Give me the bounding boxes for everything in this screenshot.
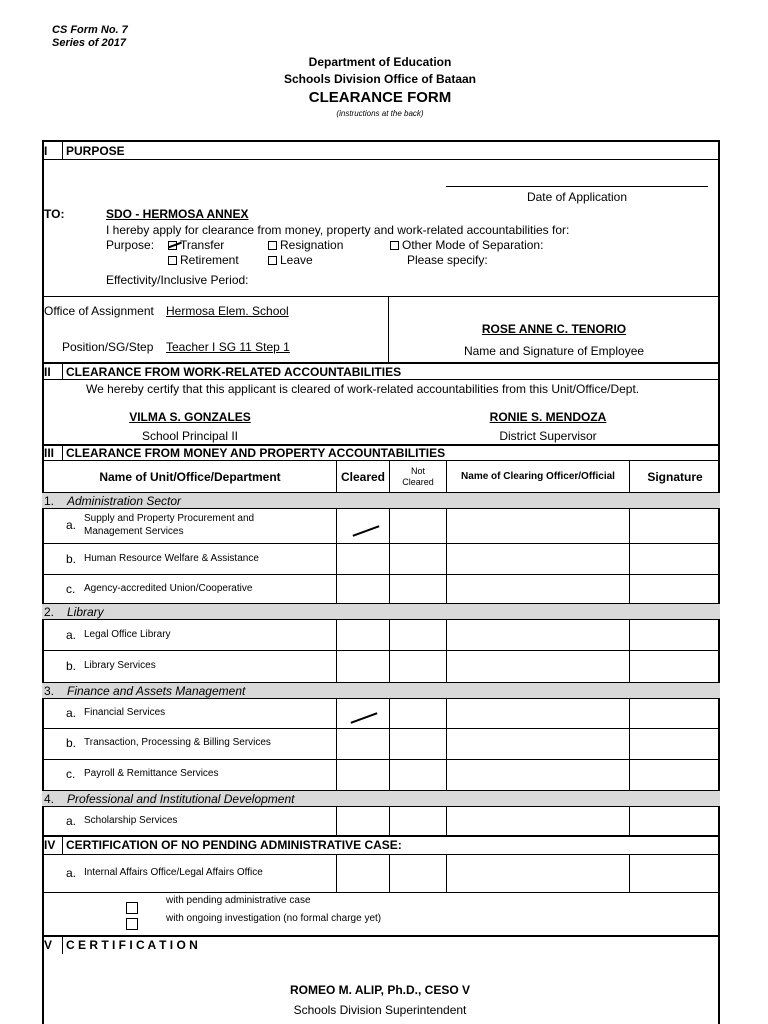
group-3-name: Finance and Assets Management [67,684,246,698]
col-header-signature: Signature [647,470,703,484]
option-leave[interactable] [268,253,313,267]
col-divider [389,508,390,603]
col-divider [389,619,390,682]
group-2-name: Library [67,605,104,619]
section-5-number: V [44,938,53,952]
row-rule [42,492,720,493]
row-rule [42,619,720,620]
option-retirement[interactable] [168,253,239,267]
row-rule [42,806,720,807]
purpose-label: Purpose: [106,238,155,252]
col-divider [446,698,447,790]
col-header-unit: Name of Unit/Office/Department [99,470,281,484]
employee-caption: Name and Signature of Employee [463,344,645,358]
row-4-letter: a. [66,628,77,642]
row-7-letter: b. [66,736,77,750]
option-resignation[interactable] [268,238,343,252]
row-3-label: Agency-accredited Union/Cooperative [84,583,253,594]
signer-1-name: VILMA S. GONZALES [129,410,251,424]
col-header-not-1: Not [410,466,425,476]
employee-name: ROSE ANNE C. TENORIO [481,322,627,336]
section-3-title-rule [42,460,720,461]
ongoing-investigation-checkbox[interactable] [126,918,138,930]
row-1-line1: Supply and Property Procurement and [84,513,255,524]
group-4-name: Professional and Institutional Development [67,792,295,806]
group-bar-2 [42,603,720,619]
col-divider [629,460,630,492]
section-2-title-rule [42,379,720,380]
col-header-not-2: Cleared [402,477,434,487]
col-divider [336,508,337,603]
date-line [446,186,708,187]
col-divider [629,806,630,835]
section-5-top-rule [42,935,720,937]
transfer-label: Transfer [180,238,225,252]
section-3-number: III [44,446,55,460]
section-1-title: PURPOSE [66,144,125,158]
leave-label: Leave [280,253,313,267]
row-8-label: Payroll & Remittance Services [84,768,219,779]
col-header-officer: Name of Clearing Officer/Official [461,471,615,482]
col-divider [336,854,337,892]
signer-1-title: School Principal II [141,429,239,443]
row-7-label: Transaction, Processing & Billing Services [84,737,271,748]
row-9-label: Scholarship Services [84,815,178,826]
retirement-label: Retirement [180,253,239,267]
form-series: Series of 2017 [52,37,126,49]
group-4-num: 4. [44,792,55,806]
resignation-checkbox[interactable] [268,241,277,250]
row-1-line2: Management Services [84,526,184,537]
row-2-label: Human Resource Welfare & Assistance [84,553,259,564]
retirement-checkbox[interactable] [168,256,177,265]
section-5-title: C E R T I F I C A T I O N [66,938,198,952]
signer-2-title: District Supervisor [499,429,597,443]
section-1-mid-rule [42,296,720,297]
row-9-letter: a. [66,814,77,828]
col-divider [389,854,390,892]
section-4-num-divider [62,836,63,854]
section-4-top-rule [42,835,720,837]
section-2-number: II [44,365,51,379]
col-divider [389,806,390,835]
section-1-number: I [44,144,48,158]
row-rule [42,682,720,683]
row-8-letter: c. [66,767,76,781]
row-6-letter: a. [66,706,77,720]
row-1-letter: a. [66,518,77,532]
pending-case-checkbox[interactable] [126,902,138,914]
group-1-name: Administration Sector [67,494,182,508]
group-3-num: 3. [44,684,55,698]
section-2-num-divider [62,363,63,379]
ongoing-investigation-label: with ongoing investigation (no formal charge yet) [166,913,382,924]
section-3-num-divider [62,445,63,460]
row-rule [42,508,720,509]
position-value: Teacher I SG 11 Step 1 [166,340,290,354]
group-2-num: 2. [44,605,55,619]
section-1-split [388,296,389,362]
to-value: SDO - HERMOSA ANNEX [106,207,249,221]
section-5-num-divider [62,936,63,954]
row-rule [42,790,720,791]
row-5-label: Library Services [84,660,156,671]
section-4-number: IV [44,838,56,852]
section-4-row-letter: a. [66,866,77,880]
col-divider [389,460,390,492]
col-divider [629,508,630,603]
col-divider [446,508,447,603]
form-number: CS Form No. 7 [52,24,128,36]
option-other[interactable] [390,238,543,252]
col-divider [629,698,630,790]
signer-2-name: RONIE S. MENDOZA [489,410,607,424]
section-4-title: CERTIFICATION OF NO PENDING ADMINISTRATIVE CASE: [66,838,402,852]
other-checkbox[interactable] [390,241,399,250]
apply-text: I hereby apply for clearance from money, property and work-related accountabilities for: [106,223,570,237]
row-2-letter: b. [66,552,77,566]
section-4-row-label: Internal Affairs Office/Legal Affairs Office [84,867,263,878]
section-2-title: CLEARANCE FROM WORK-RELATED ACCOUNTABILITIES [66,365,402,379]
col-divider [336,460,337,492]
row-rule [42,650,720,651]
pending-case-label: with pending administrative case [166,895,311,906]
col-divider [629,854,630,892]
superintendent-title: Schools Division Superintendent [293,1003,467,1017]
col-divider [336,806,337,835]
section-1-num-divider [62,141,63,159]
section-4-row-rule [42,892,720,893]
col-divider [446,460,447,492]
please-specify-label: Please specify: [407,253,488,267]
office-of-assignment-value: Hermosa Elem. School [166,304,289,318]
other-label: Other Mode of Separation: [402,238,544,252]
col-divider [389,698,390,790]
col-divider [629,619,630,682]
col-divider [446,806,447,835]
col-divider [336,698,337,790]
department-name: Department of Education [308,55,452,69]
form-note: (instructions at the back) [336,109,424,118]
row-rule [42,728,720,729]
row-rule [42,543,720,544]
row-rule [42,698,720,699]
section-4-title-rule [42,854,720,855]
col-divider [336,619,337,682]
row-rule [42,574,720,575]
col-divider [446,619,447,682]
resignation-label: Resignation [280,238,344,252]
row-3-letter: c. [66,582,76,596]
row-rule [42,603,720,604]
office-name: Schools Division Office of Bataan [283,72,477,86]
section-3-title: CLEARANCE FROM MONEY AND PROPERTY ACCOUNTABILITIES [66,446,446,460]
certify-text: We hereby certify that this applicant is cleared of work-related accountabilities from this Unit/Office/Dept. [86,382,640,396]
form-title: CLEARANCE FORM [308,89,452,106]
to-label: TO: [44,207,65,221]
position-label: Position/SG/Step [62,340,154,354]
row-rule [42,759,720,760]
row-6-label: Financial Services [84,707,166,718]
section-1-title-rule [42,159,720,160]
col-header-cleared: Cleared [340,470,386,484]
superintendent-name: ROMEO M. ALIP, Ph.D., CESO V [289,983,471,997]
date-of-application-label: Date of Application [526,190,628,204]
leave-checkbox[interactable] [268,256,277,265]
row-4-label: Legal Office Library [84,629,171,640]
office-of-assignment-label: Office of Assignment [44,304,154,318]
group-1-num: 1. [44,494,55,508]
col-divider [446,854,447,892]
row-5-letter: b. [66,659,77,673]
section-2-top-rule [42,362,720,364]
effectivity-label: Effectivity/Inclusive Period: [106,273,249,287]
